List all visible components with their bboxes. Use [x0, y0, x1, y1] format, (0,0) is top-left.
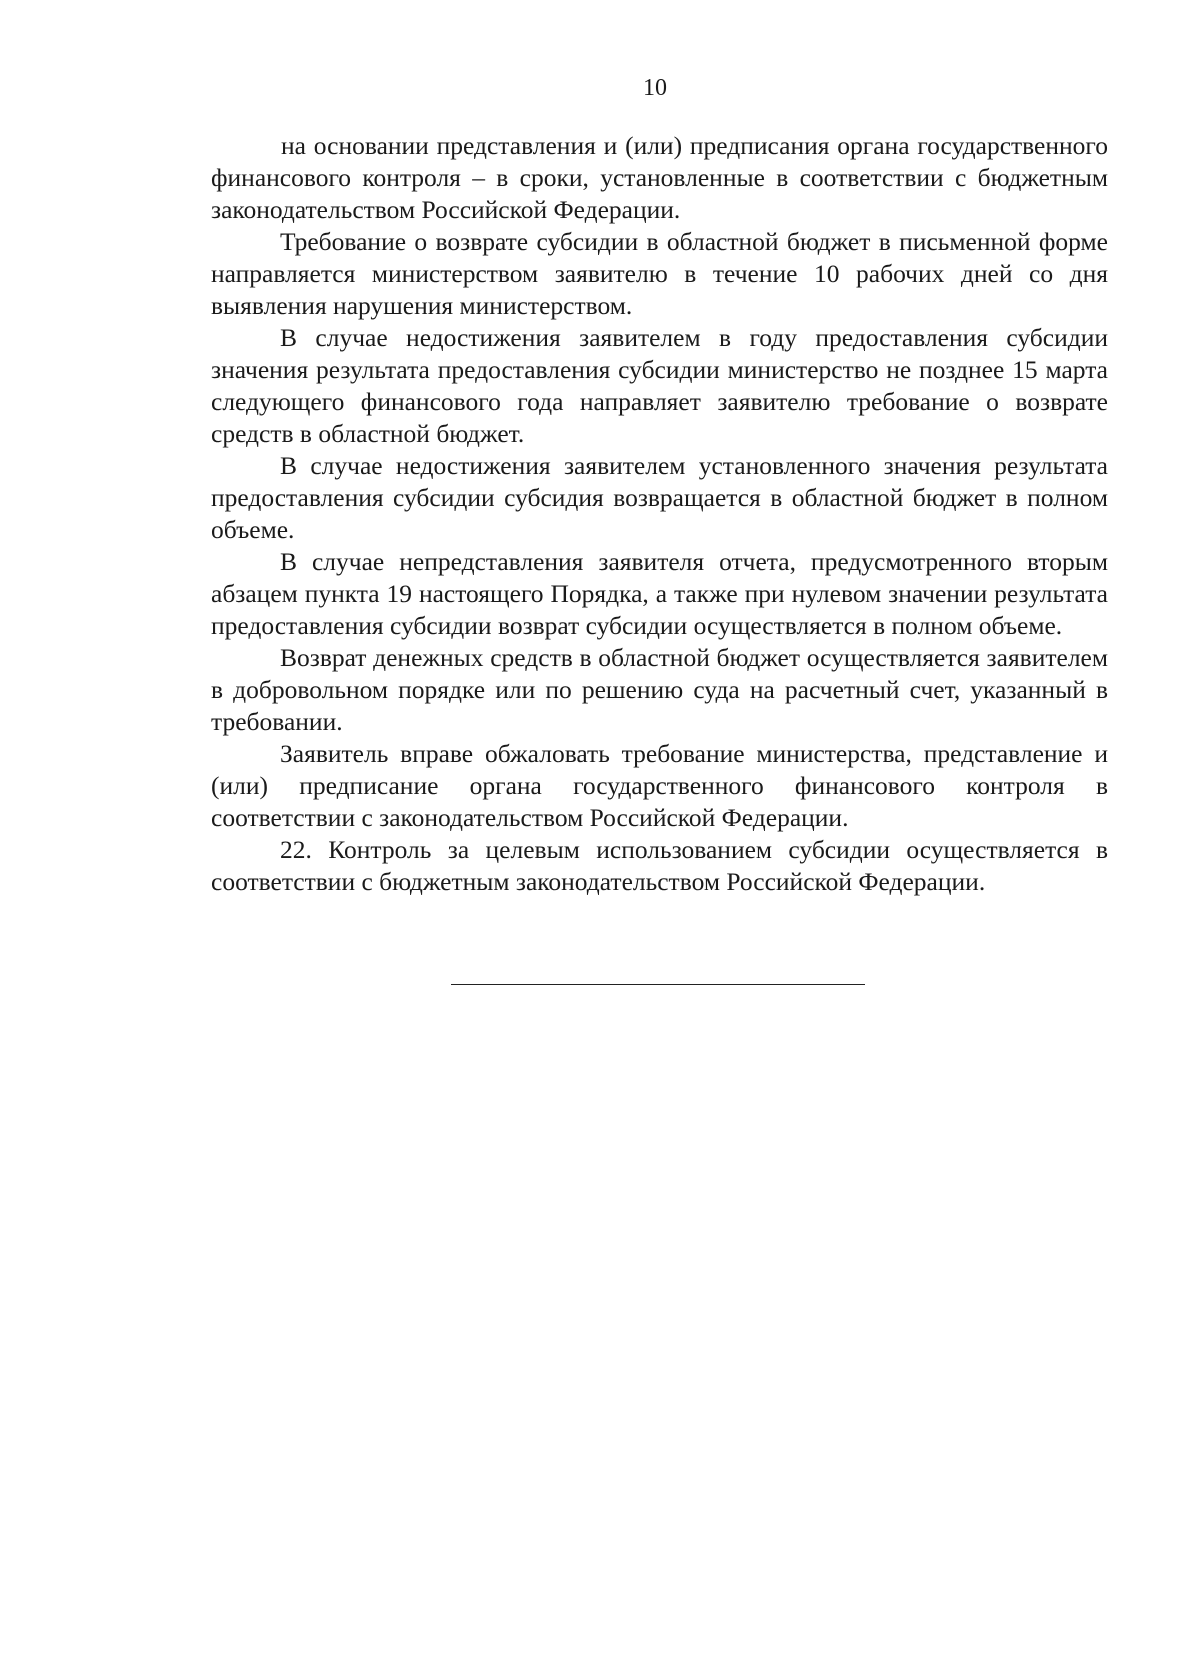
paragraph-continuation: на основании представления и (или) предписания органа государственного финансового контроля – в сроки, установленные в соответствии с бюджетным законодательством Российской Федерации.	[211, 131, 1108, 224]
paragraph-non-achievement-deadline: В случае недостижения заявителем в году предоставления субсидии значения результата предоставления субсидии министерство не позднее 15 марта следующего финансового года направляет заявителю требование о возврате средств в областной бюджет.	[211, 323, 1108, 448]
paragraph-full-refund: В случае недостижения заявителем установленного значения результата предоставления субсидии субсидия возвращается в областной бюджет в полном объеме.	[211, 451, 1108, 544]
paragraph-refund-procedure: Возврат денежных средств в областной бюджет осуществляется заявителем в добровольном порядке или по решению суда на расчетный счет, указанный в требовании.	[211, 643, 1108, 736]
paragraph-refund-demand: Требование о возврате субсидии в областной бюджет в письменной форме направляется министерством заявителю в течение 10 рабочих дней со дня выявления нарушения министерством.	[211, 227, 1108, 320]
page-number: 10	[643, 75, 667, 101]
closing-divider-line	[451, 984, 865, 985]
paragraph-clause-22: 22. Контроль за целевым использованием субсидии осуществляется в соответствии с бюджетным законодательством Российской Федерации.	[211, 835, 1108, 896]
paragraph-appeal-right: Заявитель вправе обжаловать требование министерства, представление и (или) предписание органа государственного финансового контроля в соответствии с законодательством Российской Федерации.	[211, 739, 1108, 832]
document-body	[211, 130, 1108, 898]
paragraph-missing-report: В случае непредставления заявителя отчета, предусмотренного вторым абзацем пункта 19 настоящего Порядка, а также при нулевом значении результата предоставления субсидии возврат субсидии осуществляется в полном объеме.	[211, 547, 1108, 640]
